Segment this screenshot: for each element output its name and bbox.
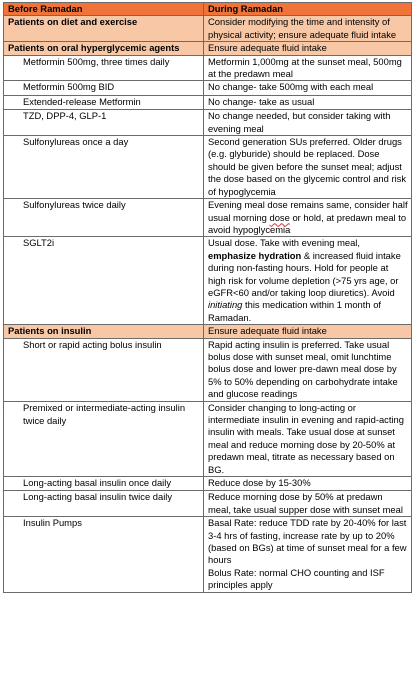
drug-name: Sulfonylureas once a day bbox=[23, 136, 129, 148]
drug-name: Extended-release Metformin bbox=[23, 95, 141, 107]
drug-name: Premixed or intermediate-acting insulin twice daily bbox=[23, 401, 186, 426]
guidance-text: Usual dose. Take with evening meal, bbox=[208, 237, 360, 249]
section-diet-advice: Consider modifying the time and intensity of physical activity; ensure adequate fluid intake bbox=[204, 16, 412, 42]
arrow-right-icon bbox=[8, 340, 23, 352]
drug-name: Long-acting basal insulin once daily bbox=[23, 477, 172, 489]
guidance-text: Evening meal dose remains same, consider half usual morning bbox=[208, 199, 408, 223]
table-row bbox=[4, 136, 412, 199]
guidance-cell: No change- take as usual bbox=[204, 95, 412, 109]
section-insulin-row bbox=[4, 325, 412, 338]
guidance-cell: No change- take 500mg with each meal bbox=[204, 81, 412, 95]
section-diet-row bbox=[4, 16, 412, 42]
drug-cell bbox=[4, 491, 204, 517]
section-diet-label: Patients on diet and exercise bbox=[4, 16, 204, 42]
drug-cell bbox=[4, 338, 204, 401]
drug-name: Sulfonylureas twice daily bbox=[23, 199, 126, 211]
table-row bbox=[4, 401, 412, 476]
header-before-ramadan: Before Ramadan bbox=[4, 3, 204, 16]
table-row bbox=[4, 237, 412, 325]
table-row bbox=[4, 491, 412, 517]
table-row bbox=[4, 55, 412, 81]
drug-name: TZD, DPP-4, GLP-1 bbox=[23, 110, 107, 122]
drug-cell bbox=[4, 237, 204, 325]
guidance-text: Basal Rate: reduce TDD rate by 20-40% for last 3-4 hrs of fasting, increase rate by up to 20% (based on BGs) at time of sunset meal for a few hours bbox=[208, 517, 407, 566]
drug-name: Metformin 500mg, three times daily bbox=[23, 55, 170, 67]
table-row bbox=[4, 95, 412, 109]
guidance-cell: No change needed, but consider taking with evening meal bbox=[204, 110, 412, 136]
drug-cell bbox=[4, 136, 204, 199]
arrow-right-icon bbox=[8, 97, 23, 109]
arrow-right-icon bbox=[8, 82, 23, 94]
drug-name: Short or rapid acting bolus insulin bbox=[23, 338, 162, 350]
drug-name: Insulin Pumps bbox=[23, 517, 82, 529]
drug-cell bbox=[4, 477, 204, 491]
table-header-row bbox=[4, 3, 412, 16]
guidance-cell: Reduce morning dose by 50% at predawn meal, take usual supper dose with sunset meal bbox=[204, 491, 412, 517]
emphasis-text: emphasize hydration bbox=[208, 249, 302, 261]
table-row bbox=[4, 477, 412, 491]
guidance-cell: Reduce dose by 15-30% bbox=[204, 477, 412, 491]
table-row bbox=[4, 110, 412, 136]
header-during-ramadan: During Ramadan bbox=[204, 3, 412, 16]
arrow-right-icon bbox=[8, 200, 23, 212]
table-row bbox=[4, 199, 412, 237]
guidance-text: & increased fluid intake during non-fasting hours. Hold for people at high risk for volume depletion (>75 yrs age, or eGFR<60 and/or taking loop diuretics). Avoid bbox=[208, 249, 401, 298]
table-row bbox=[4, 517, 412, 592]
italic-text: initiating bbox=[208, 299, 243, 311]
guidance-cell: Second generation SUs preferred. Older drugs (e.g. glyburide) should be replaced. Dose should be given before the sunset meal; adjust the dose based on the glycemic control and risk of hypoglycemia bbox=[204, 136, 412, 199]
section-oral-label: Patients on oral hyperglycemic agents bbox=[4, 42, 204, 55]
drug-cell bbox=[4, 199, 204, 237]
guidance-text: or hold, at predawn meal to avoid hypoglycemia bbox=[208, 211, 407, 235]
guidance-text: dose bbox=[269, 211, 290, 223]
drug-cell bbox=[4, 55, 204, 81]
drug-name: SGLT2i bbox=[23, 237, 55, 249]
drug-cell bbox=[4, 401, 204, 476]
drug-cell bbox=[4, 110, 204, 136]
section-insulin-advice: Ensure adequate fluid intake bbox=[204, 325, 412, 338]
drug-name: Long-acting basal insulin twice daily bbox=[23, 491, 173, 503]
arrow-right-icon bbox=[8, 111, 23, 123]
arrow-right-icon bbox=[8, 238, 23, 250]
drug-name: Metformin 500mg BID bbox=[23, 81, 115, 93]
guidance-cell bbox=[204, 517, 412, 592]
table-row bbox=[4, 338, 412, 401]
section-oral-row bbox=[4, 42, 412, 55]
drug-cell bbox=[4, 95, 204, 109]
arrow-right-icon bbox=[8, 518, 23, 530]
guidance-text: Bolus Rate: normal CHO counting and ISF principles apply bbox=[208, 566, 385, 591]
arrow-right-icon bbox=[8, 492, 23, 504]
arrow-right-icon bbox=[8, 57, 23, 69]
drug-cell bbox=[4, 81, 204, 95]
section-insulin-label: Patients on insulin bbox=[4, 325, 204, 338]
table-row bbox=[4, 81, 412, 95]
arrow-right-icon bbox=[8, 403, 23, 415]
section-oral-advice: Ensure adequate fluid intake bbox=[204, 42, 412, 55]
guidance-cell: Consider changing to long-acting or intermediate insulin in evening and rapid-acting insulin with meals. Take usual dose at sunset meal and reduce morning dose by 20-50% at predawn meal, titrate as necessary based on BG. bbox=[204, 401, 412, 476]
guidance-text: this medication within 1 month of Ramadan. bbox=[208, 299, 382, 323]
guidance-cell: Metformin 1,000mg at the sunset meal, 500mg at the predawn meal bbox=[204, 55, 412, 81]
arrow-right-icon bbox=[8, 137, 23, 149]
drug-cell bbox=[4, 517, 204, 592]
ramadan-medication-table bbox=[3, 2, 412, 593]
guidance-cell: Rapid acting insulin is preferred. Take usual bolus dose with sunset meal, omit lunchtime bolus dose and lower pre-dawn meal dose by 5% to 50% depending on carbohydrate intake and glucose readings bbox=[204, 338, 412, 401]
guidance-cell bbox=[204, 199, 412, 237]
arrow-right-icon bbox=[8, 478, 23, 490]
guidance-cell bbox=[204, 237, 412, 325]
